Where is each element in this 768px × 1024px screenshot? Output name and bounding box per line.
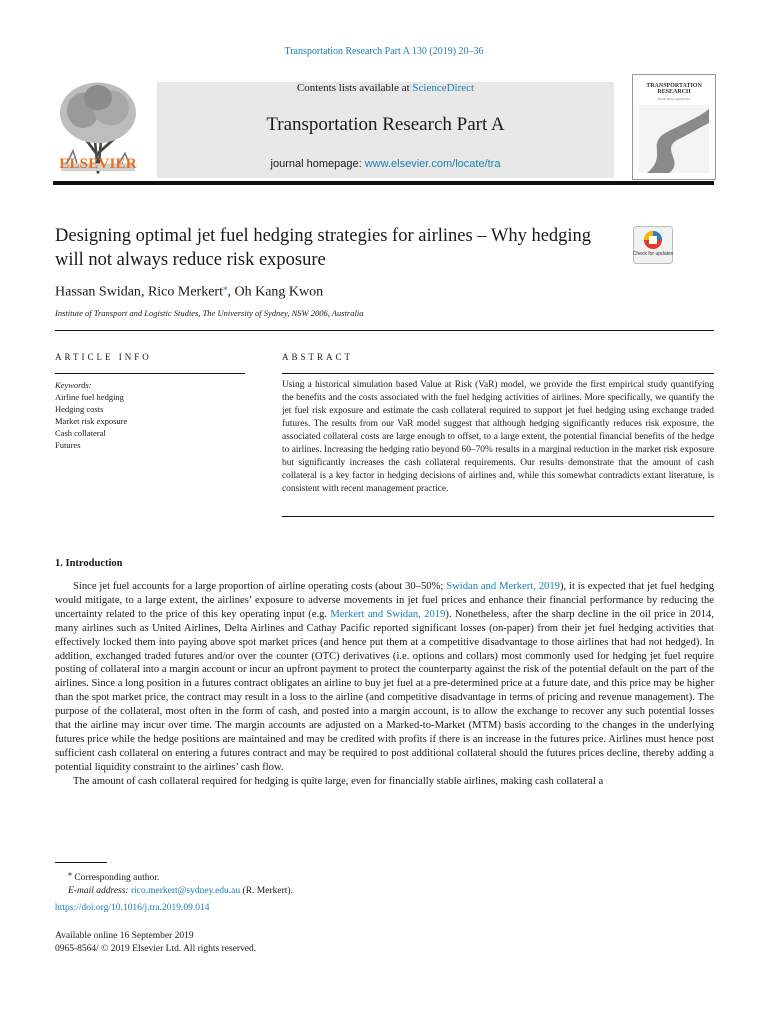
abstract-bottom-rule: [282, 516, 714, 517]
author-name: Hassan Swidan: [55, 284, 141, 300]
introduction-body: [55, 580, 714, 789]
corresponding-author-mark[interactable]: ⁎: [222, 282, 228, 292]
author-list: Hassan Swidan, Rico Merkert⁎, Oh Kang Kwon: [55, 282, 324, 300]
paper-title: Designing optimal jet fuel hedging strategies for airlines – Why hedging will not always reduce risk exposure: [55, 226, 592, 270]
publisher-name: ELSEVIER: [59, 156, 137, 172]
keyword-item: Futures: [55, 440, 81, 450]
copyright-line: 0965-8564/ © 2019 Elsevier Ltd. All rights reserved.: [55, 944, 257, 954]
homepage-prefix: journal homepage:: [270, 158, 365, 170]
author-name: Oh Kang Kwon: [234, 284, 324, 300]
homepage-line: [157, 158, 614, 170]
text-run: Since jet fuel accounts for a large proportion of airline operating costs (about 30–50%;: [73, 581, 447, 592]
cover-road-graphic: [639, 105, 709, 173]
citation-link[interactable]: Merkert and Swidan, 2019: [330, 608, 446, 620]
section-heading-introduction: 1. Introduction: [55, 558, 123, 569]
crossmark-icon: [633, 226, 673, 264]
footnote-divider: [55, 862, 107, 863]
paragraph: [55, 580, 714, 775]
publication-info: [55, 930, 256, 956]
keywords-label: Keywords:: [55, 380, 92, 390]
sciencedirect-link[interactable]: ScienceDirect: [412, 82, 475, 94]
keyword-item: Airline fuel hedging: [55, 392, 124, 402]
header-divider: [55, 330, 714, 331]
paragraph: The amount of cash collateral required for hedging is quite large, even for financially stable airlines, making cash collateral a: [73, 775, 604, 787]
author-affiliation: Institute of Transport and Logistic Studies, The University of Sydney, NSW 2006, Australia: [55, 308, 364, 318]
keyword-item: Hedging costs: [55, 404, 104, 414]
check-for-updates-badge[interactable]: [633, 226, 673, 264]
available-online-date: Available online 16 September 2019: [55, 931, 194, 941]
contents-line: [157, 82, 614, 94]
article-info-heading: ARTICLE INFO: [55, 352, 152, 362]
journal-title: Transportation Research Part A: [266, 114, 505, 135]
keyword-item: Cash collateral: [55, 428, 106, 438]
journal-cover-thumbnail[interactable]: [632, 74, 716, 180]
cover-subtitle: Part A: Policy and Practice: [657, 97, 691, 101]
keyword-item: Market risk exposure: [55, 416, 128, 426]
text-run: ). Nonetheless, after the sharp decline in the oil price in 2014, many airlines such as United Airlines, Delta Airlines and Cathay Pacific reported significant losses (on-paper) from their jet fuel hedging activities that effectively locked them into paying above spot market prices (and hence put them at a competitive disadvantage to those airlines that had not hedged). In addition, exchanged traded futures and/or over the counter (OTC) derivatives (i.e. options and collars) most commonly used for hedging jet fuel require posting of collateral into a margin account or incur an upfront payment to protect the counterparty against the risk of the potential default on the part of the airlines. Since a long position in a futures contract obligates an airline to buy jet fuel at a pre-determined price at a future date, and this price may be higher than the spot market price, the contract may result in a loss to the airline (and competitive disadvantage in terms of pricing and revenue management). The purpose of the collateral, most often in the form of cash, and posted into a margin account, is to allow the exchange to recover any such potential losses that the airline may incur over time. The margin accounts are adjusted on a Marked-to-Market (MTM) basis according to the changes in the underlying futures price while the hedge positions are maintained and may be credited with profits if there is an increase in the futures price. Airlines must hence post sufficient cash collateral on entering a futures contract and may be required to post additional collateral should the futures prices decline, thereby adding a potential liquidity constraint to the airlines’ cash flow.: [55, 608, 714, 773]
abstract-text: Using a historical simulation based Value at Risk (VaR) model, we provide the first empirical study quantifying the benefits and the costs associated with the fuel hedging activities of airlines. More specifically, we quantify the jet fuel risk exposure and estimate the cash collateral required to support jet fuel hedging using exchange traded futures. The results from our VaR model suggest that although hedging significantly reduces risk exposure, the associated collateral costs are large enough to offset, to a large extent, the potential financial benefits of the hedge to airlines. Increasing the hedging ratio beyond 60–70% results in a marginal reduction in the market risk exposure but significantly increases the cash collateral requirements. Our results demonstrate that the amount of cash collateral is a key factor in hedging decisions of airlines and, while this somewhat contradicts extant literature, is consistent with recent management practice.: [282, 380, 714, 494]
keywords-block: [55, 379, 245, 451]
doi-link[interactable]: https://doi.org/10.1016/j.tra.2019.09.014: [55, 903, 210, 913]
email-label: E-mail address:: [68, 886, 129, 897]
homepage-link[interactable]: www.elsevier.com/locate/tra: [364, 158, 501, 170]
contents-prefix: Contents lists available at: [296, 82, 413, 94]
text-run: ), it is expected that jet fuel hedging would mitigate, to a large extent, the airlines’ exposure to adverse movements in jet fuel prices and enhance their financial performance by reducing the uncertainty related to the price of this key operating input (e.g.: [55, 581, 714, 620]
footnote: [68, 867, 293, 898]
footnote-mark: ⁎: [68, 869, 72, 878]
citation-link[interactable]: Swidan and Merkert, 2019: [446, 581, 560, 592]
masthead-divider: [53, 181, 714, 185]
article-info-rule: [55, 373, 245, 374]
abstract-rule: [282, 373, 714, 374]
cover-title: TRANSPORTATION RESEARCH: [646, 83, 702, 95]
corresponding-author-note: Corresponding author.: [74, 873, 160, 884]
author-name: Rico Merkert: [147, 284, 223, 300]
email-link[interactable]: rico.merkert@sydney.edu.au: [130, 886, 241, 897]
journal-reference[interactable]: Transportation Research Part A 130 (2019) 20–36: [284, 46, 484, 57]
crossmark-label: Check for updates: [633, 251, 673, 257]
email-owner: (R. Merkert).: [242, 886, 293, 897]
abstract-heading: ABSTRACT: [282, 352, 354, 362]
